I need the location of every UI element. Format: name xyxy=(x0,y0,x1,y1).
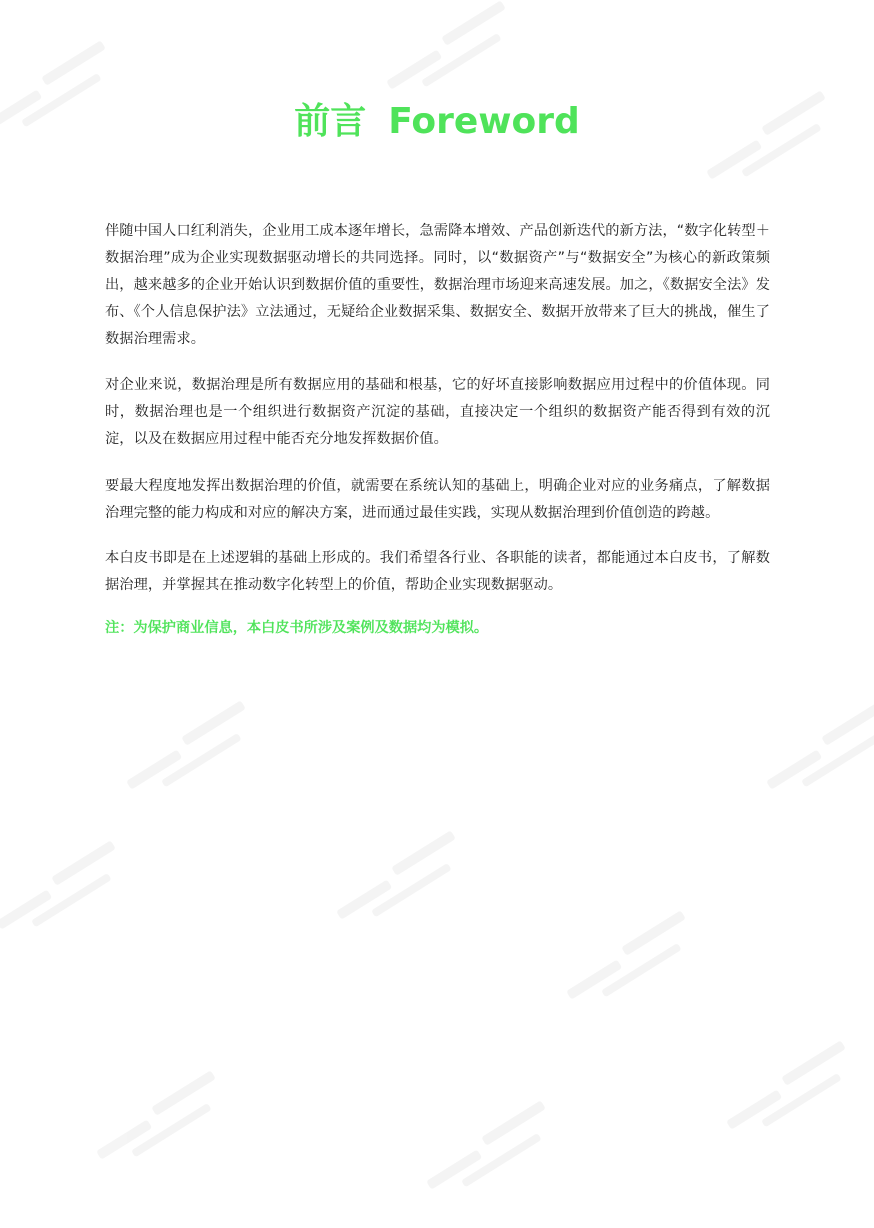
foreword-body xyxy=(105,218,770,642)
paragraph-2: 对企业来说，数据治理是所有数据应用的基础和根基，它的好坏直接影响数据应用过程中的价值体现。同时，数据治理也是一个组织进行数据资产沉淀的基础，直接决定一个组织的数据资产能否得到有效的沉淀，以及在数据应用过程中能否充分地发挥数据价值。 xyxy=(105,377,770,447)
paragraph-1: 伴随中国人口红利消失，企业用工成本逐年增长，急需降本增效、产品创新迭代的新方法，“数字化转型＋数据治理”成为企业实现数据驱动增长的共同选择。同时，以“数据资产”与“数据安全”为核心的新政策频出，越来越多的企业开始认识到数据价值的重要性，数据治理市场迎来高速发展。加之，《数据安全法》发布、《个人信息保护法》立法通过，无疑给企业数据采集、数据安全、数据开放带来了巨大的挑战，催生了数据治理需求。 xyxy=(105,223,770,347)
paragraph-4: 本白皮书即是在上述逻辑的基础上形成的。我们希望各行业、各职能的读者，都能通过本白皮书，了解数据治理，并掌握其在推动数字化转型上的价值，帮助企业实现数据驱动。 xyxy=(105,550,770,593)
paragraph-3: 要最大程度地发挥出数据治理的价值，就需要在系统认知的基础上，明确企业对应的业务痛点，了解数据治理完整的能力构成和对应的解决方案，进而通过最佳实践，实现从数据治理到价值创造的跨越。 xyxy=(105,478,770,521)
page-title xyxy=(0,96,874,148)
title-chinese: 前言 xyxy=(294,101,367,142)
title-english: Foreword xyxy=(388,101,580,142)
disclaimer-note: 注：为保护商业信息，本白皮书所涉及案例及数据均为模拟。 xyxy=(105,620,489,636)
